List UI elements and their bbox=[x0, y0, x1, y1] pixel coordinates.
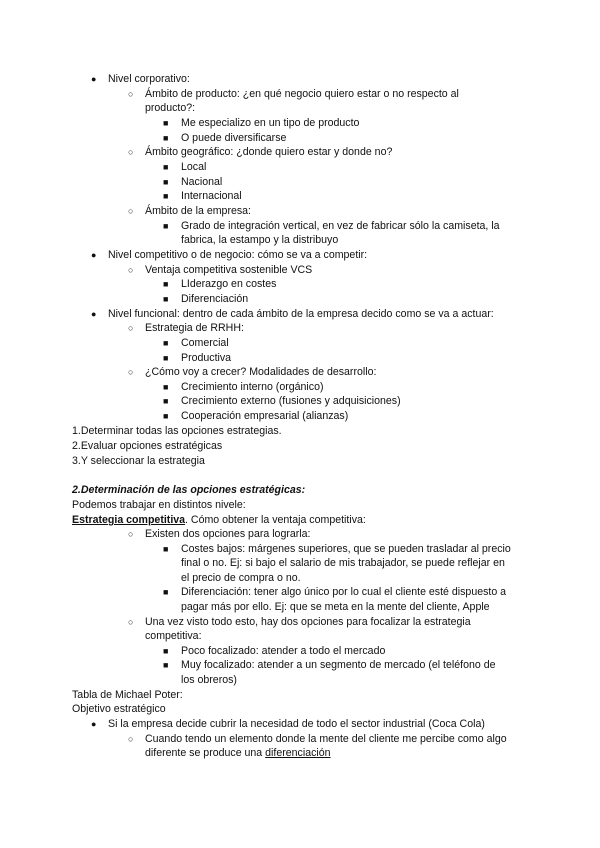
text-line: Nivel competitivo o de negocio: cómo se va a competir: bbox=[108, 249, 368, 261]
bullet-l2: ○ bbox=[128, 323, 134, 333]
bullet-l3: ■ bbox=[163, 382, 169, 392]
bullet-l3: ■ bbox=[163, 587, 169, 597]
bullet-l3: ■ bbox=[163, 646, 169, 656]
bullet-l1: ● bbox=[91, 719, 97, 729]
bullet-l1: ● bbox=[91, 250, 97, 260]
bullet-l3: ■ bbox=[163, 221, 169, 231]
bullet-l2: ○ bbox=[128, 89, 134, 99]
text-line: Nacional bbox=[181, 176, 223, 188]
text-line: competitiva: bbox=[145, 630, 202, 642]
text-line: Muy focalizado: atender a un segmento de mercado (el teléfono de bbox=[181, 659, 496, 671]
bullet-l2: ○ bbox=[128, 734, 134, 744]
bullet-l1: ● bbox=[91, 74, 97, 84]
text-line: Si la empresa decide cubrir la necesidad de todo el sector industrial (Coca Cola) bbox=[108, 718, 485, 730]
section-heading: 2.Determinación de las opciones estratégicas: bbox=[72, 484, 306, 496]
text-line: Objetivo estratégico bbox=[72, 703, 166, 715]
bullet-l3: ■ bbox=[163, 162, 169, 172]
bullet-l3: ■ bbox=[163, 396, 169, 406]
bullet-l3: ■ bbox=[163, 294, 169, 304]
text-line: Cuando tendo un elemento donde la mente del cliente me percibe como algo bbox=[145, 733, 507, 745]
text-line: pagar más por ello. Ej: que se meta en la mente del cliente, Apple bbox=[181, 601, 490, 613]
text-line: Me especializo en un tipo de producto bbox=[181, 117, 360, 129]
estrategia-competitiva-label: Estrategia competitiva bbox=[72, 514, 186, 526]
text-line: Nivel funcional: dentro de cada ámbito de la empresa decido como se va a actuar: bbox=[108, 308, 494, 320]
text-line: final o no. Ej: si bajo el salario de mis trabajador, se puede reflejar en bbox=[181, 557, 505, 569]
bullet-l3: ■ bbox=[163, 177, 169, 187]
text-line: ¿Cómo voy a crecer? Modalidades de desarrollo: bbox=[145, 366, 377, 378]
text-line: Ámbito de la empresa: bbox=[145, 205, 251, 217]
text-line: Poco focalizado: atender a todo el mercado bbox=[181, 645, 386, 657]
diferenciacion-link[interactable]: diferenciación bbox=[265, 747, 331, 759]
bullet-l2: ○ bbox=[128, 617, 134, 627]
bullet-l3: ■ bbox=[163, 411, 169, 421]
text-line: Cooperación empresarial (alianzas) bbox=[181, 410, 349, 422]
text-line: Comercial bbox=[181, 337, 229, 349]
text-line: Ámbito geográfico: ¿donde quiero estar y donde no? bbox=[145, 146, 393, 158]
text-line: Tabla de Michael Poter: bbox=[72, 689, 183, 701]
text-line: Nivel corporativo: bbox=[108, 73, 190, 85]
text-line: Ámbito de producto: ¿en qué negocio quiero estar o no respecto al bbox=[145, 88, 459, 100]
text-line: Diferenciación: tener algo único por lo cual el cliente esté dispuesto a bbox=[181, 586, 507, 598]
bullet-l1: ● bbox=[91, 309, 97, 319]
step-1: 1.Determinar todas las opciones estrategias. bbox=[72, 425, 282, 437]
text-line: fabrica, la estampo y la distribuyo bbox=[181, 234, 339, 246]
text-line: Existen dos opciones para lograrla: bbox=[145, 528, 311, 540]
text-line: Crecimiento interno (orgánico) bbox=[181, 381, 324, 393]
bullet-l2: ○ bbox=[128, 206, 134, 216]
text-line: LIderazgo en costes bbox=[181, 278, 277, 290]
text-line: Grado de integración vertical, en vez de fabricar sólo la camiseta, la bbox=[181, 220, 500, 232]
text-line: Costes bajos: márgenes superiores, que se pueden trasladar al precio bbox=[181, 543, 511, 555]
bullet-l3: ■ bbox=[163, 133, 169, 143]
bullet-l3: ■ bbox=[163, 118, 169, 128]
bullet-l2: ○ bbox=[128, 367, 134, 377]
text-line bbox=[72, 513, 366, 527]
text-line: producto?: bbox=[145, 102, 196, 114]
bullet-l3: ■ bbox=[163, 191, 169, 201]
text-line: Podemos trabajar en distintos nivele: bbox=[72, 499, 246, 511]
text-line: Crecimiento externo (fusiones y adquisiciones) bbox=[181, 395, 401, 407]
text-line: Diferenciación bbox=[181, 293, 249, 305]
text-line bbox=[145, 746, 331, 760]
bullet-l3: ■ bbox=[163, 279, 169, 289]
bullet-l2: ○ bbox=[128, 529, 134, 539]
text-line: Ventaja competitiva sostenible VCS bbox=[145, 264, 313, 276]
bullet-l3: ■ bbox=[163, 353, 169, 363]
text-line: Internacional bbox=[181, 190, 242, 202]
text-line: Estrategia de RRHH: bbox=[145, 322, 244, 334]
bullet-l3: ■ bbox=[163, 660, 169, 670]
bullet-l2: ○ bbox=[128, 265, 134, 275]
bullet-l3: ■ bbox=[163, 544, 169, 554]
text-line: Una vez visto todo esto, hay dos opciones para focalizar la estrategia bbox=[145, 616, 471, 628]
text-line: Productiva bbox=[181, 352, 232, 364]
text-line: O puede diversificarse bbox=[181, 132, 287, 144]
step-2: 2.Evaluar opciones estratégicas bbox=[72, 440, 223, 452]
text-line: Local bbox=[181, 161, 207, 173]
step-3: 3.Y seleccionar la estrategia bbox=[72, 455, 205, 467]
text-line: los obreros) bbox=[181, 674, 237, 686]
bullet-l3: ■ bbox=[163, 338, 169, 348]
text-span: diferente se produce una bbox=[145, 747, 266, 759]
text-span: . Cómo obtener la ventaja competitiva: bbox=[185, 514, 366, 526]
bullet-l2: ○ bbox=[128, 147, 134, 157]
text-line: el precio de compra o no. bbox=[181, 572, 301, 584]
